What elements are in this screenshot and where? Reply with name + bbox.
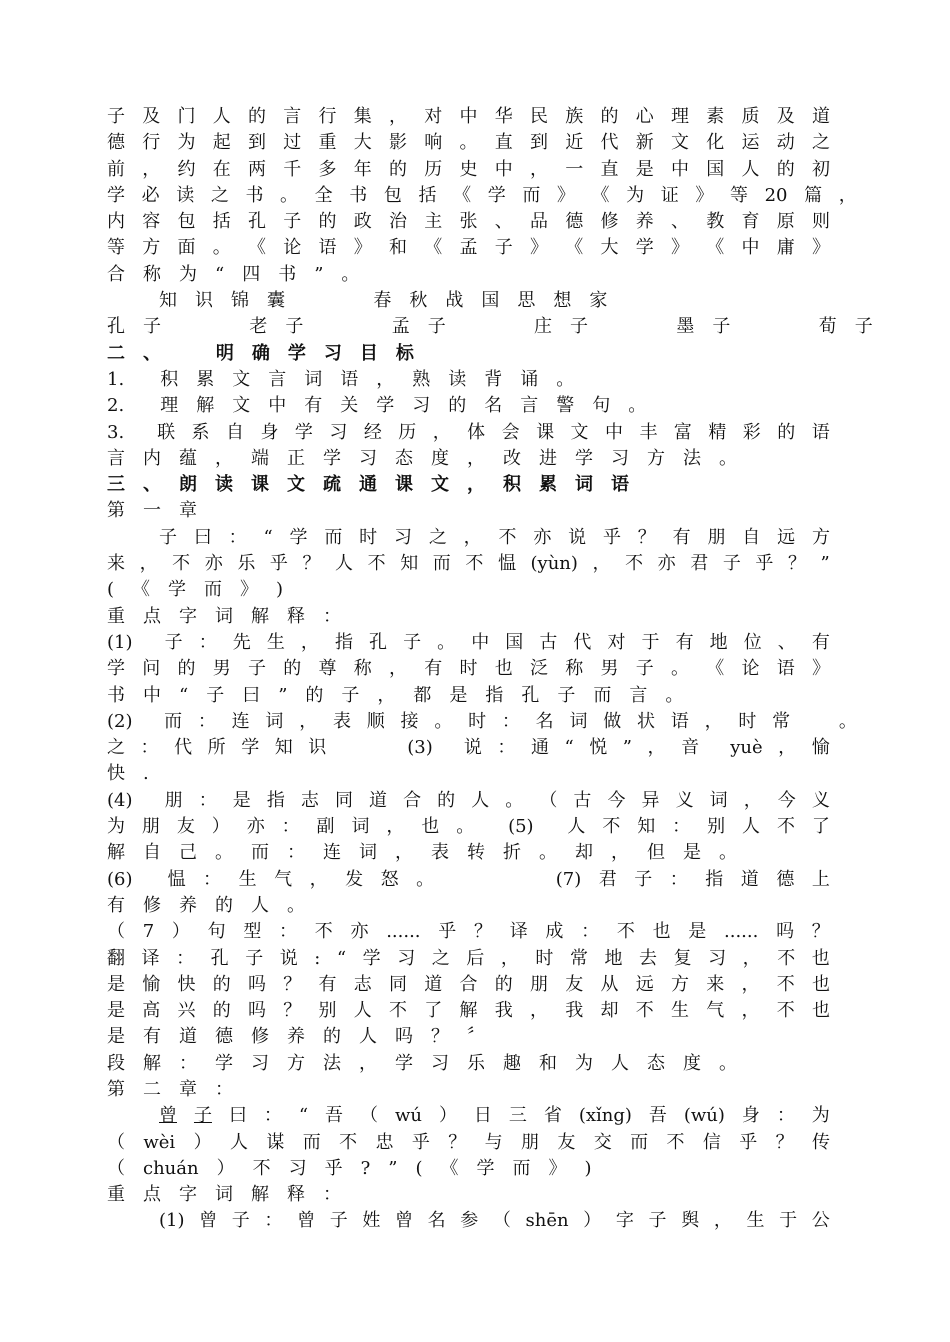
text-line: 是 有 道 德 修 养 的 人 吗 ？ 〞 bbox=[107, 1026, 485, 1048]
text-line: 子 及 门 人 的 言 行 集 ， 对 中 华 民 族 的 心 理 素 质 及 道 bbox=[107, 106, 830, 127]
text-line: 学 问 的 男 子 的 尊 称 ， 有 时 也 泛 称 男 子 。 《 论 语 》 bbox=[107, 658, 830, 680]
text-line: 合 称 为 “ 四 书 ” 。 bbox=[107, 263, 360, 285]
text-line: 第 一 章 bbox=[107, 500, 197, 522]
text-line: 2. 理 解 文 中 有 关 学 习 的 名 言 警 句 。 bbox=[107, 395, 647, 417]
text-line: 是 愉 快 的 吗 ？ 有 志 同 道 合 的 朋 友 从 远 方 来 ， 不 也 bbox=[107, 973, 830, 995]
text-line: (1) 子 ： 先 生 ， 指 孔 子 。 中 国 古 代 对 于 有 地 位 、 有 bbox=[107, 631, 830, 653]
document-page bbox=[107, 104, 873, 1235]
section-heading: 二 、 明 确 学 习 目 标 bbox=[107, 342, 414, 364]
text-line: 翻 译 ： 孔 子 说 : “ 学 习 之 后 ， 时 常 地 去 复 习 ， 不 也 bbox=[107, 947, 830, 969]
text-line: 曾 子 曰 ： “ 吾 （ wú ） 日 三 省 (xǐng) 吾 (wú) 身 ： 为 bbox=[159, 1105, 830, 1127]
text-line: 解 自 己 。 而 ： 连 词 ， 表 转 折 。 却 ， 但 是 。 bbox=[107, 842, 737, 864]
text-line: 重 点 字 词 解 释 ： bbox=[107, 1184, 341, 1206]
text-line: 书 中 “ 子 曰 ” 的 子 ， 都 是 指 孔 子 而 言 。 bbox=[107, 684, 684, 706]
text-line: 快 . bbox=[107, 763, 149, 785]
text-line: 等 方 面 。 《 论 语 》 和 《 孟 子 》 《 大 学 》 《 中 庸 》 bbox=[107, 237, 830, 259]
text-line: (1) 曾 子 ： 曾 子 姓 曾 名 参 （ shēn ） 字 子 舆 ， 生 于 公 bbox=[159, 1210, 830, 1232]
text-line: 3. 联 系 自 身 学 习 经 历 ， 体 会 课 文 中 丰 富 精 彩 的 语 bbox=[107, 421, 830, 443]
text-line: (6) 愠 ： 生 气 ， 发 怒 。 (7) 君 子 ： 指 道 德 上 bbox=[107, 868, 830, 890]
text-line: 之 ： 代 所 学 知 识 (3) 说 ： 通 “ 悦 ” ， 音 yuè ， 愉 bbox=[107, 737, 830, 759]
text-line: 前 ， 约 在 两 千 多 年 的 历 史 中 ， 一 直 是 中 国 人 的 初 bbox=[107, 158, 830, 180]
text-line: 为 朋 友 ） 亦 ： 副 词 ， 也 。 (5) 人 不 知 ： 别 人 不 了 bbox=[107, 816, 830, 838]
text-line: 1. 积 累 文 言 词 语 ， 熟 读 背 诵 。 bbox=[107, 368, 575, 390]
text-line: (2) 而 ： 连 词 ， 表 顺 接 。 时 ： 名 词 做 状 语 ， 时 常 。 bbox=[107, 710, 857, 732]
text-line: 德 行 为 起 到 过 重 大 影 响 。 直 到 近 代 新 文 化 运 动 之 bbox=[107, 132, 830, 154]
text-line: （ chuán ） 不 习 乎 ? ” ( 《 学 而 》 ) bbox=[107, 1157, 592, 1179]
text-line: 内 容 包 括 孔 子 的 政 治 主 张 、 品 德 修 养 、 教 育 原 则 bbox=[107, 211, 830, 233]
text-line: 重 点 字 词 解 释 ： bbox=[107, 605, 341, 627]
text-line: 段 解 ： 学 习 方 法 ， 学 习 乐 趣 和 为 人 态 度 。 bbox=[107, 1052, 737, 1074]
text-line: 子 曰 ： “ 学 而 时 习 之 ， 不 亦 说 乎 ？ 有 朋 自 远 方 bbox=[159, 526, 830, 548]
text-line: 第 二 章 ： bbox=[107, 1078, 233, 1100]
text-line: (4) 朋 ： 是 指 志 同 道 合 的 人 。 （ 古 今 异 义 词 ， 今 义 bbox=[107, 789, 830, 811]
text-line: 孔 子 老 子 孟 子 庄 子 墨 子 荀 子 bbox=[107, 316, 873, 338]
text-line: 知 识 锦 囊 春 秋 战 国 思 想 家 bbox=[159, 290, 608, 312]
text-line: ( 《 学 而 》 ) bbox=[107, 579, 284, 601]
text-line: （ wèi ） 人 谋 而 不 忠 乎 ？ 与 朋 友 交 而 不 信 乎 ？ 传 bbox=[107, 1131, 830, 1153]
text-line: （ 7 ） 句 型 ： 不 亦 ...... 乎 ？ 译 成 ： 不 也 是 ...... 吗 ？ bbox=[107, 921, 830, 943]
text-line: 言 内 蕴 ， 端 正 学 习 态 度 ， 改 进 学 习 方 法 。 bbox=[107, 447, 737, 469]
text-line: 有 修 养 的 人 。 bbox=[107, 894, 305, 916]
section-heading: 三 、 朗 读 课 文 疏 通 课 文 ， 积 累 词 语 bbox=[107, 474, 629, 496]
text-line: 是 高 兴 的 吗 ？ 别 人 不 了 解 我 ， 我 却 不 生 气 ， 不 也 bbox=[107, 1000, 830, 1022]
text-line: 学 必 读 之 书 。 全 书 包 括 《 学 而 》 《 为 证 》 等 20 篇 ， bbox=[107, 184, 857, 206]
text-line: 来 ， 不 亦 乐 乎 ？ 人 不 知 而 不 愠 (yùn) ， 不 亦 君 子 乎 ？ ” bbox=[107, 553, 830, 575]
